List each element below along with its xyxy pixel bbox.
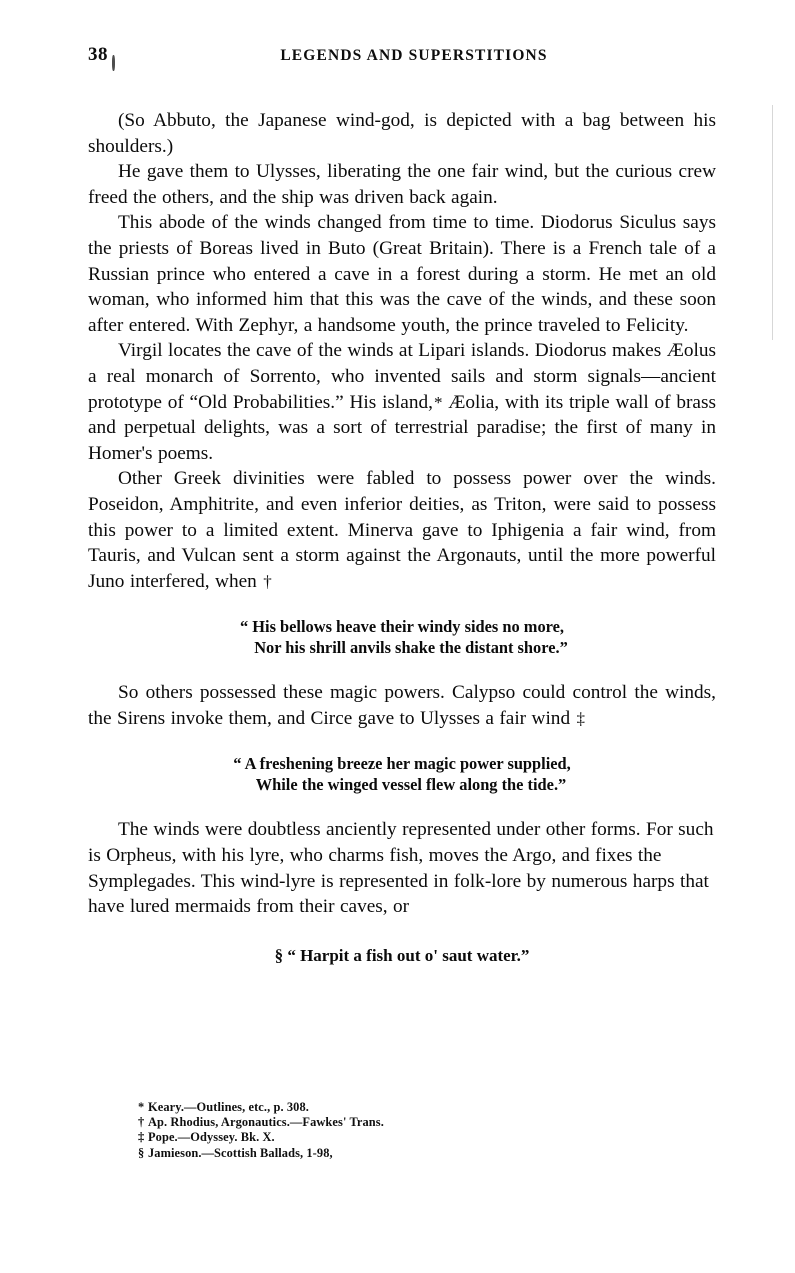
footnote-text: Ap. Rhodius, Argonautics.—Fawkes' Trans. [148, 1115, 384, 1130]
footnote-text: Keary.—Outlines, etc., p. 308. [148, 1100, 309, 1114]
paragraph-greek-divinities [88, 466, 716, 594]
footnote-text: Pope.—Odyssey. Bk. X. [148, 1130, 275, 1145]
page-number: 38 [88, 44, 108, 65]
paragraph-virgil-aeolus [88, 338, 716, 466]
verse-quote-freshening-breeze [88, 753, 716, 795]
paragraph-divinities-text: Other Greek divinities were fabled to possess power over the winds. Poseidon, Amphitrite, and even inferior deities, as Triton, were said to possess this power to a limited extent. Minerva gave to Iphigenia a fair wind, from Tauris, and Vulcan sent a storm against the Argonauts, until the more powerful Juno interfered, when [88, 468, 716, 592]
paragraph-orpheus: The winds were doubtless anciently represented under other forms. For such is Orpheus, with his lyre, who charms fish, moves the Argo, and fixes the Symplegades. This wind-lyre is represented in folk-lore by numerous harps that have lured mermaids from their caves, or [88, 819, 714, 918]
verse-line-1: “ A freshening breeze her magic power supplied, [233, 754, 571, 774]
footnote-marker-double-dagger[interactable]: ‡ [576, 708, 586, 728]
verse-line-2: Nor his shrill anvils shake the distant shore.” [254, 638, 568, 658]
paragraph-abbuto: (So Abbuto, the Japanese wind-god, is depicted with a bag between his shoulders.) [88, 110, 716, 157]
footnote-item [138, 1146, 598, 1161]
paragraph-virgil-text-after-footnote: Æolia, with its triple wall of brass and perpetual delights, was a sort of terrestrial paradise; the first of many in Homer's poems. [88, 391, 716, 464]
footnote-text: Jamieson.—Scottish Ballads, 1-98, [148, 1145, 333, 1160]
footnote-marker-asterisk[interactable]: * [433, 392, 443, 412]
footnote-mark: † [138, 1115, 145, 1130]
paragraph-virgil-text-before-footnote: Virgil locates the cave of the winds at Lipari islands. Diodorus makes Æolus a real monarch of Sorrento, who invented sails and storm signals—ancient prototype of “Old Probabilities.” His island, [88, 340, 716, 413]
footnote-mark: § [138, 1145, 145, 1160]
paragraph-calypso-text: So others possessed these magic powers. Calypso could control the winds, the Sirens invoke them, and Circe gave to Ulysses a fair wind [88, 682, 716, 729]
verse-line-1: “ His bellows heave their windy sides no more, [239, 617, 565, 637]
footnote-mark: ‡ [138, 1130, 145, 1145]
scan-artifact-edge-line [772, 105, 773, 340]
section-sign-quote [88, 946, 716, 966]
paragraph-ulysses: He gave them to Ulysses, liberating the one fair wind, but the curious crew freed the others, and the ship was driven back again. [88, 161, 716, 208]
running-head [88, 44, 716, 74]
page-text-block [88, 44, 716, 966]
footnote-mark: * [138, 1100, 145, 1114]
footnote-block [138, 1100, 598, 1161]
footnote-item [138, 1130, 598, 1145]
running-head-title: LEGENDS AND SUPERSTITIONS [280, 47, 548, 64]
footnote-item [138, 1115, 598, 1130]
verse-quote-bellows [88, 616, 716, 658]
paragraph-calypso [88, 680, 716, 731]
verse-line-2: While the winged vessel flew along the tide.” [255, 775, 567, 795]
paragraph-abode-of-winds: This abode of the winds changed from time to time. Diodorus Siculus says the priests of Boreas lived in Buto (Great Britain). There is a French tale of a Russian prince who entered a cave in a forest during a storm. He met an old woman, who informed him that this was the cave of the winds, and these soon after entered. With Zephyr, a handsome youth, the prince traveled to Felicity. [88, 212, 716, 336]
section-sign-marker[interactable]: § [274, 945, 284, 965]
footnote-marker-dagger[interactable]: † [263, 571, 272, 591]
footnote-item [138, 1100, 598, 1115]
section-quote-text: “ Harpit a fish out o' saut water.” [287, 945, 530, 965]
